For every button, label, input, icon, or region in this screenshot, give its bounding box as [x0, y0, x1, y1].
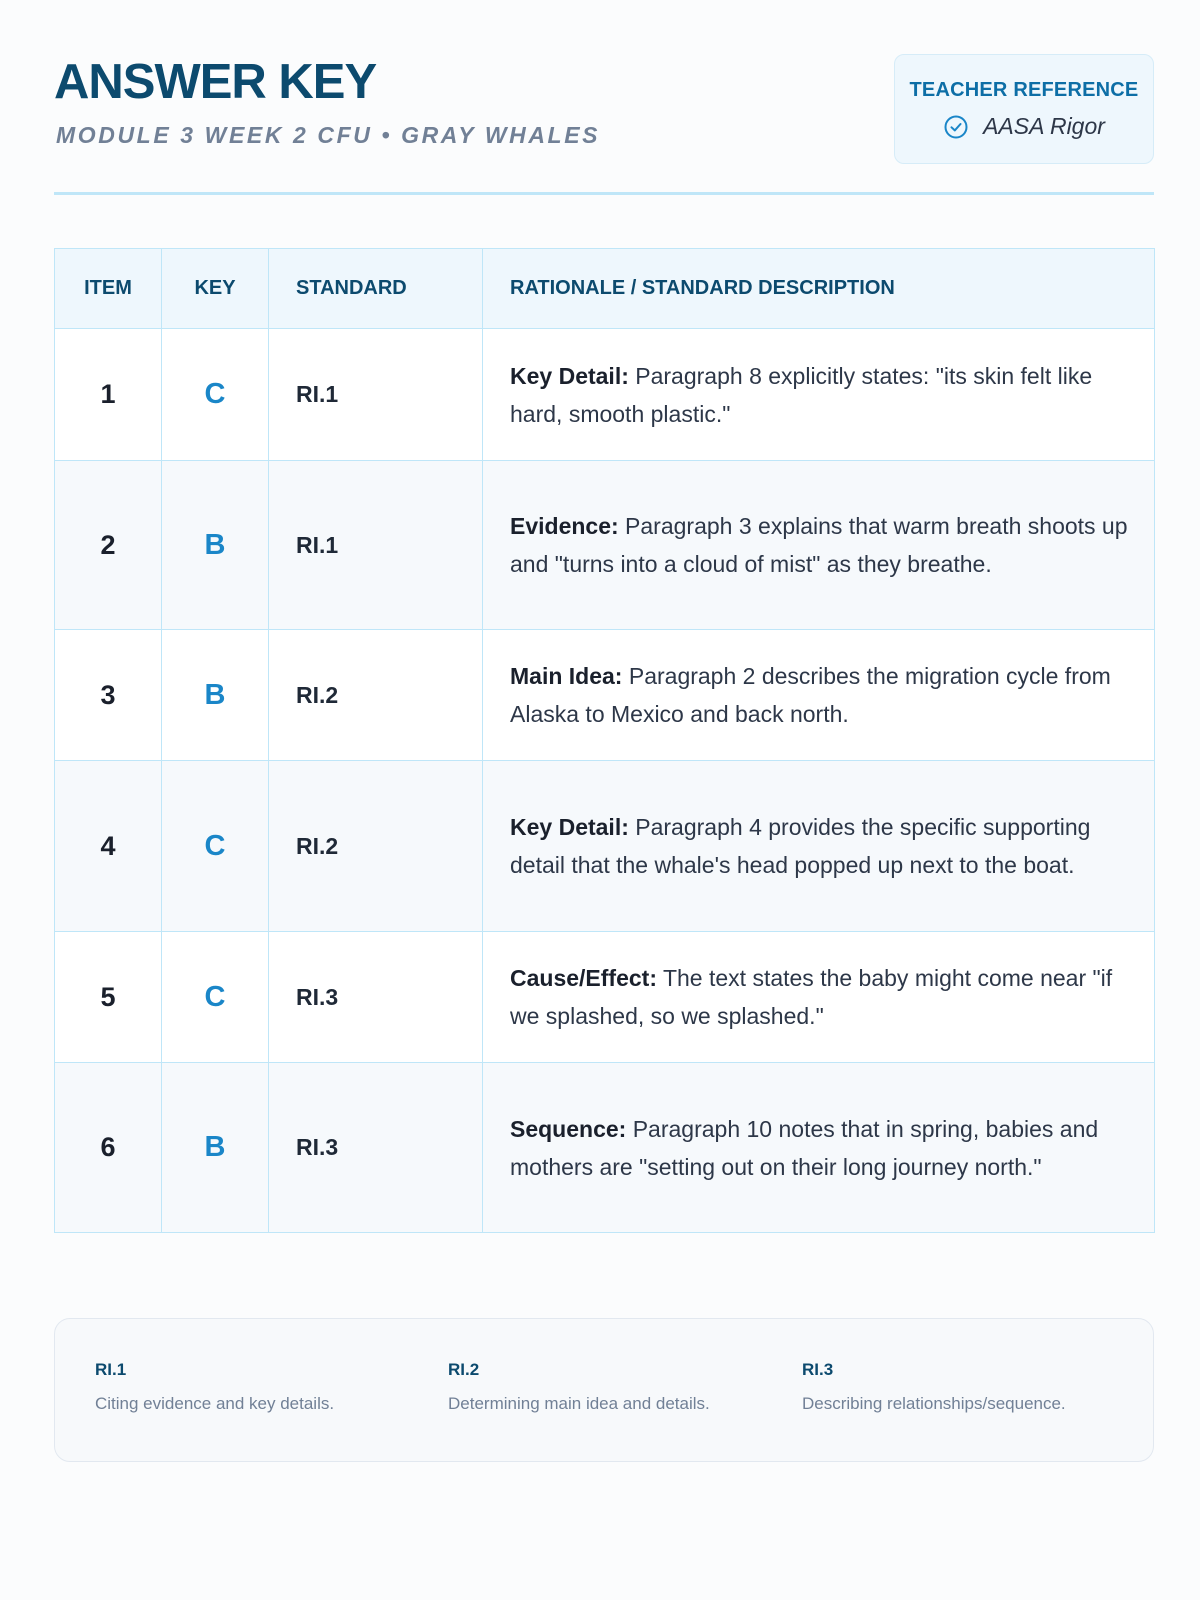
answer-key: C	[162, 761, 269, 932]
column-header-item: ITEM	[55, 249, 162, 329]
table-row	[55, 461, 1155, 630]
page-title: ANSWER KEY	[54, 55, 377, 109]
item-number: 1	[55, 329, 162, 461]
standard-code: RI.1	[269, 461, 483, 630]
rationale-label: Key Detail:	[510, 362, 629, 389]
legend-item-ri3	[802, 1361, 1132, 1412]
page-subtitle: MODULE 3 WEEK 2 CFU • GRAY WHALES	[56, 122, 601, 148]
legend-code: RI.3	[802, 1360, 834, 1379]
legend-code: RI.2	[448, 1360, 480, 1379]
page-header	[54, 0, 1154, 195]
legend-description: Determining main idea and details.	[448, 1394, 710, 1413]
legend-description: Describing relationships/sequence.	[802, 1394, 1066, 1413]
column-header-key: KEY	[162, 249, 269, 329]
rationale-text: Paragraph 4 provides the specific supporting detail that the whale's head popped up next to the boat.	[510, 814, 1091, 878]
rationale-label: Sequence:	[510, 1115, 627, 1142]
rationale-cell	[483, 461, 1155, 630]
answer-key: B	[162, 1063, 269, 1233]
answer-key: B	[162, 630, 269, 761]
check-circle-icon	[943, 114, 969, 140]
rationale-cell	[483, 630, 1155, 761]
standard-code: RI.2	[269, 630, 483, 761]
column-header-standard: STANDARD	[269, 249, 483, 329]
table-row	[55, 761, 1155, 932]
item-number: 5	[55, 932, 162, 1063]
rationale-text: The text states the baby might come near "if we splashed, so we splashed."	[510, 965, 1113, 1029]
answer-key-page	[54, 0, 1154, 1413]
table-row	[55, 932, 1155, 1063]
legend-description: Citing evidence and key details.	[95, 1394, 335, 1413]
rationale-cell	[483, 932, 1155, 1063]
table-row	[55, 329, 1155, 461]
teacher-reference-value: AASA Rigor	[983, 113, 1105, 139]
rationale-cell	[483, 1063, 1155, 1233]
table-header-row	[55, 249, 1155, 329]
answer-key: B	[162, 461, 269, 630]
rationale-text: Paragraph 3 explains that warm breath shoots up and "turns into a cloud of mist" as they breathe.	[510, 513, 1128, 577]
rationale-text: Paragraph 10 notes that in spring, babies and mothers are "setting out on their long journey north."	[510, 1115, 1099, 1180]
teacher-reference-row	[895, 113, 1153, 140]
standard-code: RI.3	[269, 1063, 483, 1233]
standards-legend	[54, 1318, 1154, 1462]
rationale-label: Evidence:	[510, 513, 619, 539]
legend-code: RI.1	[95, 1360, 127, 1379]
rationale-text: Paragraph 8 explicitly states: "its skin felt like hard, smooth plastic."	[510, 362, 1093, 427]
table-row	[55, 630, 1155, 761]
rationale-label: Cause/Effect:	[510, 965, 657, 991]
item-number: 3	[55, 630, 162, 761]
answer-key: C	[162, 932, 269, 1063]
legend-item-ri1	[95, 1361, 425, 1412]
rationale-text: Paragraph 2 describes the migration cycle from Alaska to Mexico and back north.	[510, 663, 1111, 727]
standard-code: RI.2	[269, 761, 483, 932]
table-row	[55, 1063, 1155, 1233]
teacher-reference-box	[894, 54, 1154, 164]
standard-code: RI.3	[269, 932, 483, 1063]
rationale-label: Main Idea:	[510, 663, 623, 689]
legend-item-ri2	[448, 1361, 778, 1412]
item-number: 2	[55, 461, 162, 630]
standard-code: RI.1	[269, 329, 483, 461]
item-number: 4	[55, 761, 162, 932]
rationale-label: Key Detail:	[510, 814, 629, 840]
answer-key-table	[54, 248, 1155, 1233]
rationale-cell	[483, 329, 1155, 461]
rationale-cell	[483, 761, 1155, 932]
item-number: 6	[55, 1063, 162, 1233]
teacher-reference-label: TEACHER REFERENCE	[909, 79, 1139, 101]
answer-key: C	[162, 329, 269, 461]
column-header-rationale: RATIONALE / STANDARD DESCRIPTION	[483, 249, 1155, 329]
